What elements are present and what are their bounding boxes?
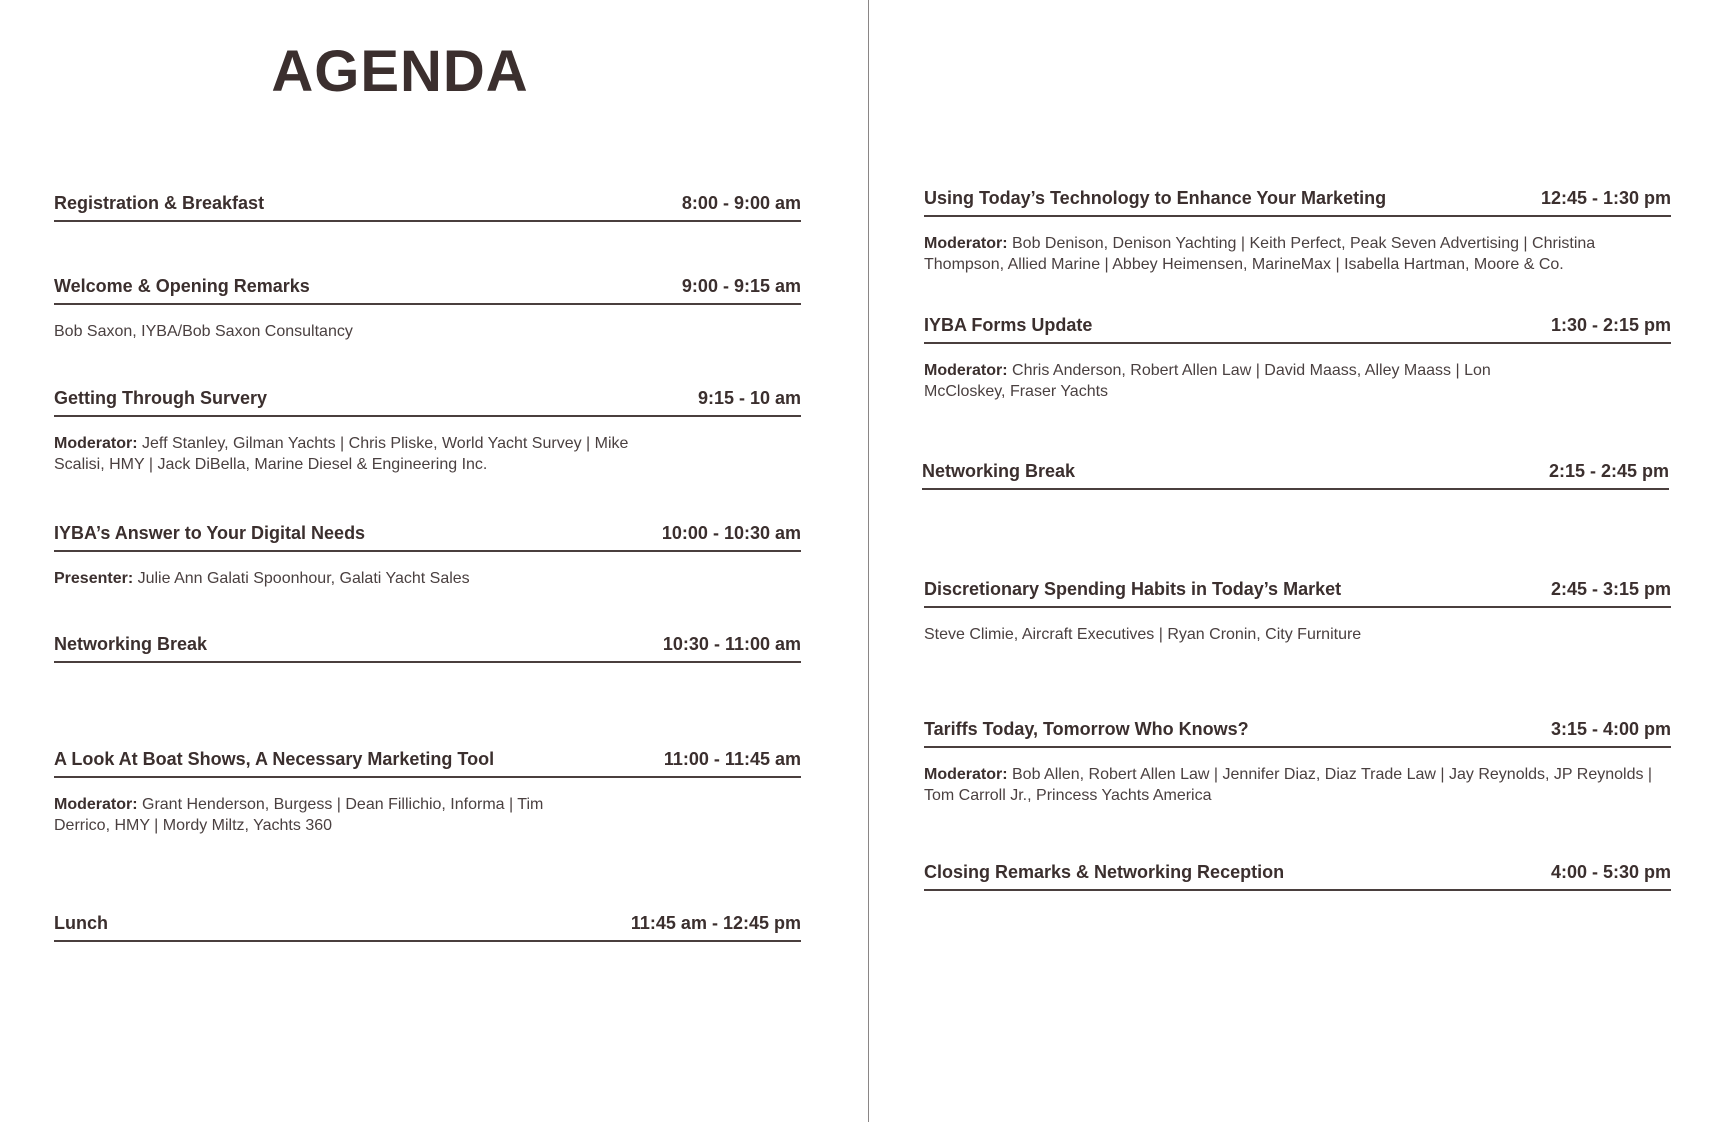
session-time: 4:00 - 5:30 pm [1550,862,1671,882]
session-forms [924,315,1671,402]
page-title: AGENDA [271,39,529,104]
session-time: 3:15 - 4:00 pm [1550,719,1671,739]
session-title: Discretionary Spending Habits in Today’s Market [924,579,1342,599]
session-boat-shows [54,749,801,836]
session-networking-pm [922,461,1669,490]
role-label: Presenter: [54,570,134,587]
session-title: Networking Break [922,461,1076,481]
session-time: 2:15 - 2:45 pm [1548,461,1669,481]
role-label: Moderator: [924,362,1008,379]
session-spending [924,579,1671,645]
role-label: Moderator: [924,235,1008,252]
speakers-text: Jeff Stanley, Gilman Yachts | Chris Pliske, World Yacht Survey | Mike Scalisi, HMY | Jack DiBella, Marine Diesel & Engineering Inc. [54,435,629,473]
role-label: Moderator: [54,435,138,452]
session-registration [54,193,801,222]
session-tariffs [924,719,1671,806]
session-title: Lunch [54,913,108,933]
session-description [924,764,1684,806]
session-title: Tariffs Today, Tomorrow Who Knows? [924,719,1249,739]
role-label: Moderator: [924,766,1008,783]
session-description [924,360,1504,402]
session-title: Using Today’s Technology to Enhance Your Marketing [924,188,1387,208]
session-digital [54,523,801,589]
session-time: 11:00 - 11:45 am [663,749,801,769]
session-time: 10:00 - 10:30 am [661,523,801,543]
speakers-text: Grant Henderson, Burgess | Dean Fillichio, Informa | Tim Derrico, HMY | Mordy Miltz, Yachts 360 [54,796,544,834]
speakers-text: Bob Denison, Denison Yachting | Keith Perfect, Peak Seven Advertising | Christina Thompson, Allied Marine | Abbey Heimensen, MarineMax | Isabella Hartman, Moore & Co. [924,235,1596,273]
session-networking-am [54,634,801,663]
speakers-text: Chris Anderson, Robert Allen Law | David Maass, Alley Maass | Lon McCloskey, Fraser Yachts [924,362,1491,400]
session-time: 9:00 - 9:15 am [681,276,801,296]
speakers-text: Steve Climie, Aircraft Executives | Ryan Cronin, City Furniture [924,626,1362,643]
session-time: 10:30 - 11:00 am [662,634,801,654]
session-title: Getting Through Survery [54,388,268,408]
session-time: 8:00 - 9:00 am [681,193,801,213]
session-time: 2:45 - 3:15 pm [1550,579,1671,599]
session-title: IYBA’s Answer to Your Digital Needs [54,523,366,543]
session-time: 11:45 am - 12:45 pm [630,913,801,933]
session-description [54,794,564,836]
session-title: Networking Break [54,634,208,654]
session-survey [54,388,801,475]
session-description [924,233,1644,275]
session-title: Registration & Breakfast [54,193,265,213]
session-title: Closing Remarks & Networking Reception [924,862,1285,882]
speakers-text: Bob Saxon, IYBA/Bob Saxon Consultancy [54,323,353,340]
session-time: 1:30 - 2:15 pm [1550,315,1671,335]
role-label: Moderator: [54,796,138,813]
session-welcome [54,276,801,342]
session-title: A Look At Boat Shows, A Necessary Marketing Tool [54,749,495,769]
session-description [54,433,634,475]
session-time: 12:45 - 1:30 pm [1540,188,1671,208]
session-description [924,624,1671,645]
column-divider [868,0,869,1122]
session-title: Welcome & Opening Remarks [54,276,310,296]
speakers-text: Julie Ann Galati Spoonhour, Galati Yacht Sales [133,570,470,587]
session-lunch [54,913,801,942]
session-title: IYBA Forms Update [924,315,1093,335]
speakers-text: Bob Allen, Robert Allen Law | Jennifer Diaz, Diaz Trade Law | Jay Reynolds, JP Reynolds | Tom Carroll Jr., Princess Yachts America [924,766,1653,804]
session-time: 9:15 - 10 am [697,388,801,408]
session-description [54,321,801,342]
session-description [54,568,801,589]
session-closing [924,862,1671,891]
session-technology [924,188,1671,275]
